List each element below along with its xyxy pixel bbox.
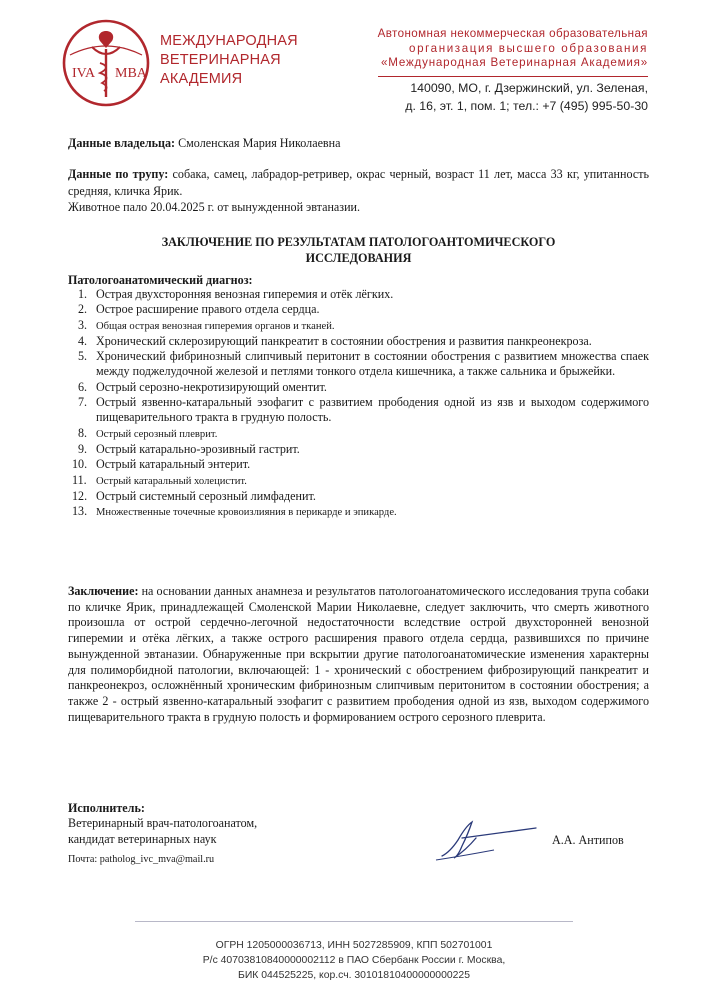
org-address-line: д. 16, эт. 1, пом. 1; тел.: +7 (495) 995-50-30 [405, 98, 648, 113]
diagnosis-number: 5. [78, 349, 88, 364]
diagnosis-number: 12. [72, 488, 88, 503]
diagnosis-text: Острый катаральный холецистит. [96, 475, 247, 487]
org-description-line: Автономная некоммерческая образовательная [377, 27, 648, 40]
diagnosis-number: 10. [72, 457, 88, 472]
diagnosis-item [68, 395, 649, 426]
conclusion-label: Заключение: [68, 584, 139, 598]
conclusion [68, 584, 649, 725]
logo-text-iva: IVA [72, 66, 96, 81]
diagnosis-text: Острый язвенно-катаральный эзофагит с развитием прободения одной из язв и выходом содержимого пищеварительного тракта в грудную полость. [96, 395, 649, 425]
diagnosis-number: 8. [78, 425, 88, 440]
org-description-line: «Международная Ветеринарная Академия» [381, 56, 648, 69]
executor-name: А.А. Антипов [552, 833, 624, 847]
diagnosis-item [68, 442, 649, 457]
org-address-line: 140090, МО, г. Дзержинский, ул. Зеленая, [410, 81, 648, 95]
academy-name-line: МЕЖДУНАРОДНАЯ [160, 33, 298, 49]
conclusion-text: на основании данных анамнеза и результатов патологоанатомического исследования трупа собаки по кличке Ярик, принадлежащей Смоленской Марии Николаевне, следует заключить, что смерть животного произошла от острой сердечно-легочной недостаточности вследствие острой двухсторонней венозной гиперемии и отёка лёгких, а также острого расширения правого отдела сердца, развившихся по причине вынужденной эвтаназии. Обнаруженные при вскрытии другие патологоанатомические изменения характерны для полиморбидной патологии, включающей: 1 - хронический с обострением фиброзирующий панкреатит и панкреонекроз, осложнённый хроническим фибринозным слипчивым перитонитом в состоянии обострения; а также 2 - острый язвенно-катаральный эзофагит с развитием прободения одной из язв, выходом содержимого пищеварительного тракта в грудную полость и формированием острого серозного плеврита. [68, 584, 649, 724]
diagnosis-number: 11. [72, 472, 87, 487]
diagnosis-text: Острое расширение правого отдела сердца. [96, 302, 320, 317]
diagnosis-number: 6. [78, 379, 88, 394]
corpse-label: Данные по трупу: [68, 167, 169, 181]
diagnosis-heading: Патологоанатомический диагноз: [68, 273, 253, 287]
executor-position-line: кандидат ветеринарных наук [68, 832, 217, 846]
document-title-line: ИССЛЕДОВАНИЯ [305, 250, 412, 265]
diagnosis-item [68, 489, 649, 504]
diagnosis-text: Множественные точечные кровоизлияния в перикарде и эпикарде. [96, 507, 397, 519]
diagnosis-item [68, 349, 649, 380]
diagnosis-item [68, 334, 649, 349]
diagnosis-item [68, 426, 649, 442]
diagnosis-item [68, 380, 649, 395]
diagnosis-text: Острый серозно-некротизирующий оментит. [96, 379, 327, 394]
document-title [68, 235, 649, 267]
executor-heading: Исполнитель: [68, 801, 145, 815]
academy-name [160, 32, 298, 89]
diagnosis-item [68, 318, 649, 334]
diagnosis-item [68, 504, 649, 520]
diagnosis-text: Острый серозный плеврит. [96, 428, 218, 440]
org-description-line: организация высшего образования [409, 41, 648, 55]
academy-name-line: ВЕТЕРИНАРНАЯ [160, 52, 281, 68]
corpse-data [68, 166, 649, 199]
diagnosis-item [68, 473, 649, 489]
academy-logo-icon [60, 17, 152, 109]
diagnosis-text: Хронический склерозирующий панкреатит в состоянии обострения и развития панкреонекроза. [96, 333, 592, 348]
document-title-line: ЗАКЛЮЧЕНИЕ ПО РЕЗУЛЬТАТАМ ПАТОЛОГОАНТОМИЧЕСКОГО [161, 235, 556, 249]
diagnosis-number: 4. [78, 333, 88, 348]
header-divider [378, 76, 648, 77]
diagnosis-list [68, 287, 649, 520]
footer-line: ОГРН 1205000036713, ИНН 5027285909, КПП 502701001 [215, 940, 493, 951]
diagnosis-item [68, 302, 649, 317]
footer-line: БИК 044525225, кор.сч. 30101810400000000225 [238, 970, 470, 982]
diagnosis-number: 9. [78, 441, 88, 456]
diagnosis-number: 13. [72, 504, 88, 519]
diagnosis-text: Острый системный серозный лимфаденит. [96, 488, 316, 503]
footer-divider [135, 921, 573, 922]
diagnosis-text: Хронический фибринозный слипчивый перитонит в состоянии обострения с развитием множества спаек между поджелудочной железой и петлями тонкого отдела кишечника, а также сальника и брыжейки. [96, 349, 649, 379]
footer-requisites [0, 938, 708, 984]
diagnosis-text: Общая острая венозная гиперемия органов и тканей. [96, 320, 335, 332]
letterhead [0, 0, 708, 130]
diagnosis-item [68, 287, 649, 302]
executor-position-line: Ветеринарный врач-патологоанатом, [68, 816, 258, 830]
owner-value: Смоленская Мария Николаевна [175, 136, 341, 150]
signature-icon [432, 816, 544, 864]
owner-label: Данные владельца: [68, 136, 176, 150]
org-address [405, 80, 648, 115]
diagnosis-text: Острая двухсторонняя венозная гиперемия и отёк лёгких. [96, 287, 394, 301]
diagnosis-text: Острый катарально-эрозивный гастрит. [96, 441, 300, 456]
diagnosis-number: 1. [78, 287, 88, 301]
executor-mail: Почта: patholog_ivc_mva@mail.ru [68, 854, 215, 865]
owner-data [68, 135, 649, 152]
death-info: Животное пало 20.04.2025 г. от вынужденной эвтаназии. [68, 200, 361, 214]
diagnosis-number: 3. [78, 317, 88, 332]
diagnosis-text: Острый катаральный энтерит. [96, 457, 251, 472]
org-description [378, 27, 648, 71]
corpse-value: собака, самец, лабрадор-ретривер, окрас черный, возраст 11 лет, масса 33 кг, упитанность средняя, кличка Ярик. [68, 167, 650, 198]
academy-name-line: АКАДЕМИЯ [160, 71, 243, 87]
diagnosis-number: 7. [78, 395, 88, 410]
footer-line: Р/с 40703810840000002112 в ПАО Сбербанк России г. Москва, [202, 955, 506, 967]
logo-text-mba: MBA [115, 66, 147, 81]
diagnosis-item [68, 457, 649, 472]
diagnosis-number: 2. [78, 302, 88, 317]
